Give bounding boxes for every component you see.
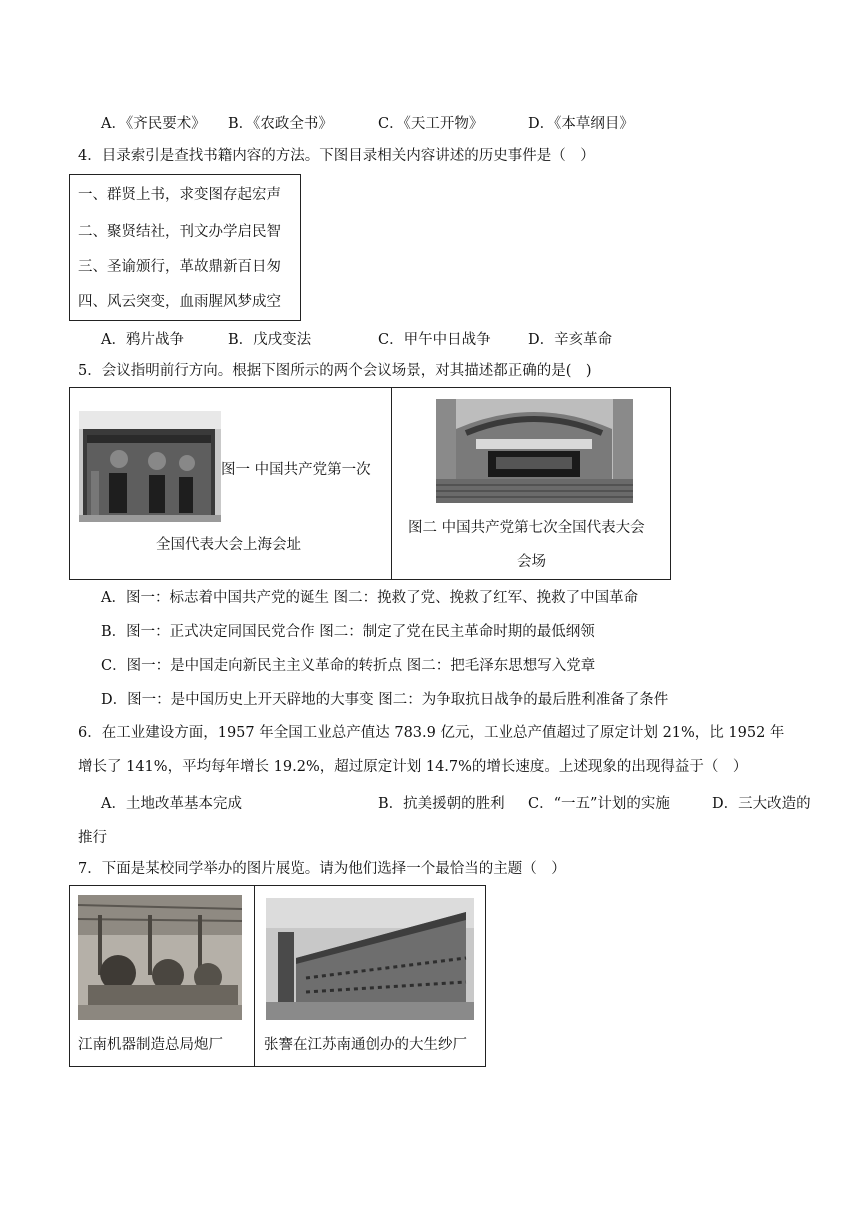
jiangnan-arsenal-photo — [78, 895, 242, 1020]
q5-option-a: A．图一：标志着中国共产党的诞生 图二：挽救了党、挽救了红军、挽救了中国革命 — [101, 590, 639, 606]
q4-option-b: B．戊戌变法 — [228, 332, 312, 348]
toc-item: 二、聚贤结社，刊文办学启民智 — [78, 224, 281, 240]
figure1-caption-line1: 图一 中国共产党第一次 — [221, 462, 371, 478]
figure1-caption-line2: 全国代表大会上海会址 — [156, 537, 301, 553]
q4-option-d: D．辛亥革命 — [528, 332, 613, 348]
q3-option-c: C．《天工开物》 — [378, 116, 484, 132]
figure2-caption-line1: 图二 中国共产党第七次全国代表大会 — [408, 520, 645, 536]
seventh-congress-hall-photo — [436, 399, 633, 503]
cpc-first-congress-building-photo — [79, 411, 221, 522]
q6-option-d: D．三大改造的 — [712, 796, 811, 812]
q6-option-b: B．抗美援朝的胜利 — [378, 796, 505, 812]
cotton-mill-caption: 张謇在江苏南通创办的大生纱厂 — [264, 1037, 467, 1053]
toc-item: 四、风云突变，血雨腥风梦成空 — [78, 294, 281, 310]
q5-figure-table — [69, 387, 671, 580]
arsenal-caption: 江南机器制造总局炮厂 — [78, 1037, 223, 1053]
q6-option-c: C．“一五”计划的实施 — [528, 796, 670, 812]
q6-option-d-continued: 推行 — [78, 830, 107, 846]
q7-stem: 7．下面是某校同学举办的图片展览。请为他们选择一个最恰当的主题（ ） — [78, 861, 566, 877]
dasheng-cotton-mill-photo — [266, 898, 474, 1020]
q5-option-d: D．图一：是中国历史上开天辟地的大事变 图二：为争取抗日战争的最后胜利准备了条件 — [101, 692, 669, 708]
q4-stem: 4．目录索引是查找书籍内容的方法。下图目录相关内容讲述的历史事件是（ ） — [78, 148, 595, 164]
q5-option-c: C．图一：是中国走向新民主主义革命的转折点 图二：把毛泽东思想写入党章 — [101, 658, 596, 674]
q4-option-a: A．鸦片战争 — [101, 332, 184, 348]
q3-option-d: D．《本草纲目》 — [528, 116, 634, 132]
q6-stem-line1: 6．在工业建设方面，1957 年全国工业总产值达 783.9 亿元，工业总产值超过了原定计划 21%，比 1952 年 — [78, 725, 785, 741]
q3-option-b: B．《农政全书》 — [228, 116, 333, 132]
figure2-caption-line2: 会场 — [517, 554, 546, 570]
q3-option-a: A．《齐民要术》 — [101, 116, 206, 132]
q7-photo-table — [69, 885, 486, 1067]
toc-item: 一、群贤上书，求变图存起宏声 — [78, 187, 281, 203]
q5-option-b: B．图一：正式决定同国民党合作 图二：制定了党在民主革命时期的最低纲领 — [101, 624, 595, 640]
q6-option-a: A．土地改革基本完成 — [101, 796, 242, 812]
q6-stem-line2: 增长了 141%，平均每年增长 19.2%，超过原定计划 14.7%的增长速度。上述现象的出现得益于（ ） — [78, 759, 748, 775]
toc-item: 三、圣谕颁行，革故鼎新百日匆 — [78, 259, 281, 275]
q4-toc-box — [69, 174, 301, 321]
q5-stem: 5．会议指明前行方向。根据下图所示的两个会议场景，对其描述都正确的是( ) — [78, 363, 592, 379]
q4-option-c: C．甲午中日战争 — [378, 332, 491, 348]
